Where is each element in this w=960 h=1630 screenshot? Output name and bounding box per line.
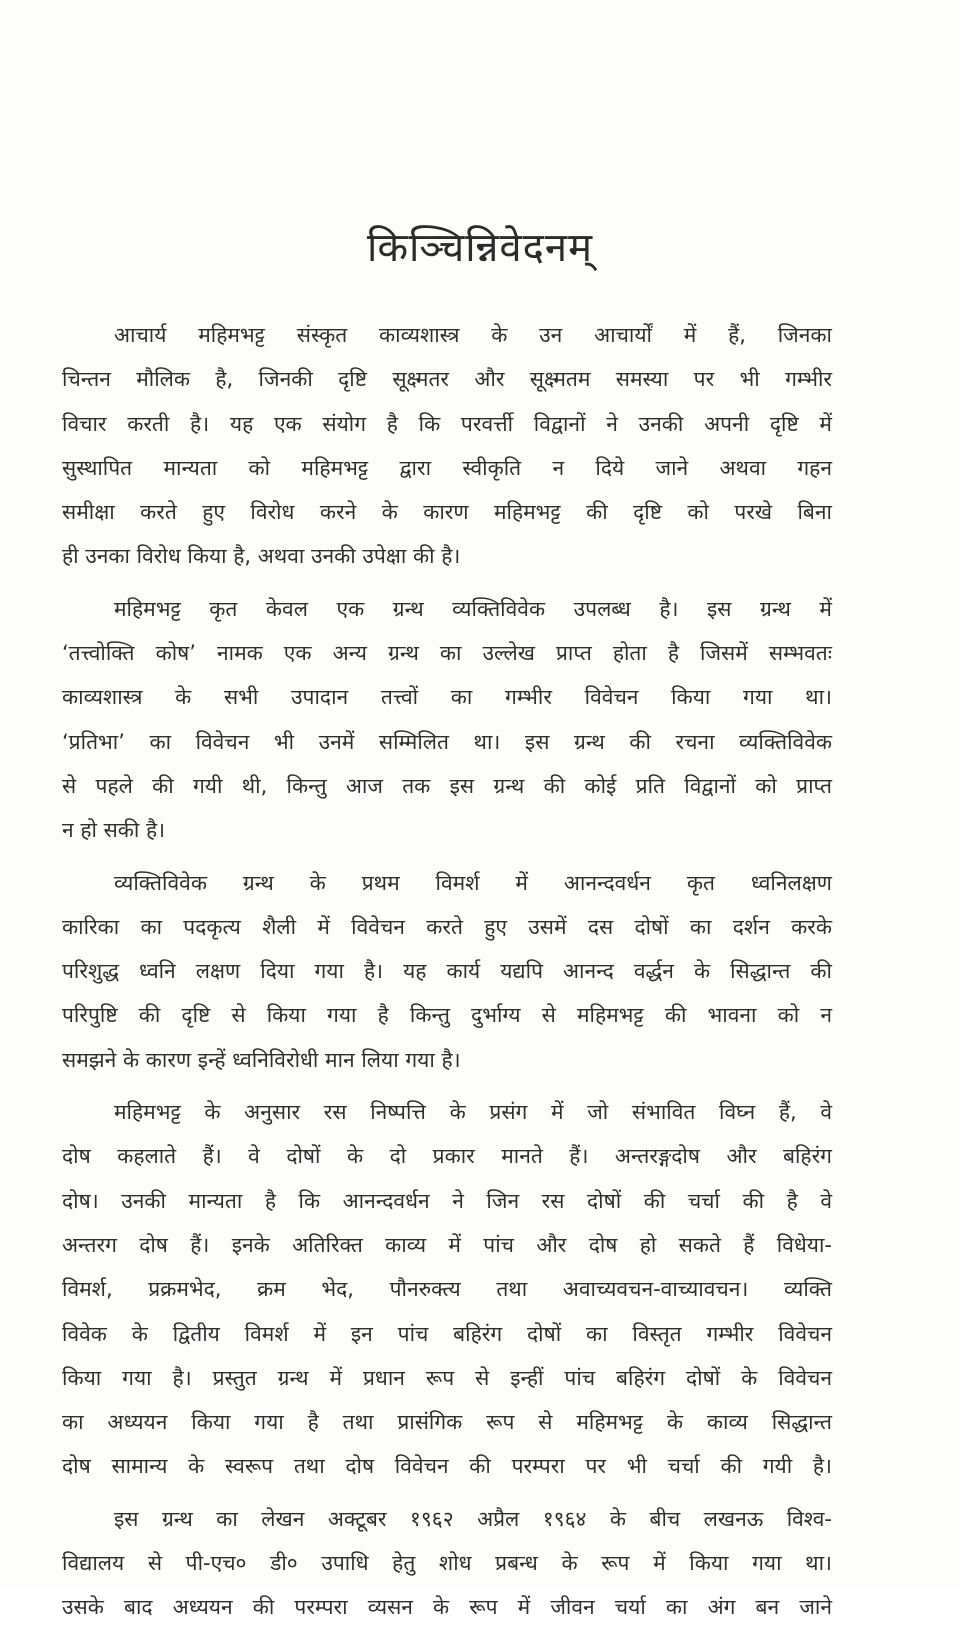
- text-line: परिशुद्ध ध्वनि लक्षण दिया गया है। यह कार्य यद्यपि आनन्द वर्द्धन के सिद्धान्त की: [62, 959, 832, 984]
- text-line: ही उनका विरोध किया है, अथवा उनकी उपेक्षा की है।: [62, 544, 461, 569]
- text-line: का अध्ययन किया गया है तथा प्रासंगिक रूप से महिमभट्ट के काव्य सिद्धान्त: [62, 1410, 832, 1435]
- text-line: महिमभट्ट के अनुसार रस निष्पत्ति के प्रसंग में जो संभावित विघ्न हैं, वे: [114, 1100, 832, 1125]
- text-line: ‘प्रतिभा’ का विवेचन भी उनमें सम्मिलित था। इस ग्रन्थ की रचना व्यक्तिविवेक: [62, 729, 832, 754]
- text-line: विचार करती है। यह एक संयोग है कि परवर्त्ती विद्वानों ने उनकी अपनी दृष्टि में: [62, 411, 832, 436]
- text-line: दोष सामान्य के स्वरूप तथा दोष विवेचन की परम्परा पर भी चर्चा की गयी है।: [62, 1454, 832, 1479]
- paragraph-3: [62, 861, 832, 1082]
- body-text: [62, 313, 832, 1630]
- text-line: विवेक के द्वितीय विमर्श में इन पांच बहिरंग दोषों का विस्तृत गम्भीर विवेचन: [62, 1321, 832, 1346]
- text-line: दोष कहलाते हैं। वे दोषों के दो प्रकार मानते हैं। अन्तरङ्गदोष और बहिरंग: [62, 1144, 832, 1169]
- text-line: कारिका का पदकृत्य शैली में विवेचन करते हुए उसमें दस दोषों का दर्शन करके: [62, 914, 832, 939]
- text-line: परिपुष्टि की दृष्टि से किया गया है किन्तु दुर्भाग्य से महिमभट्ट की भावना को न: [62, 1003, 832, 1028]
- paragraph-5: [62, 1497, 832, 1630]
- paragraph-1: [62, 313, 832, 579]
- text-line: समझने के कारण इन्हें ध्वनिविरोधी मान लिया गया है।: [62, 1047, 461, 1072]
- text-line: काव्यशास्त्र के सभी उपादान तत्त्वों का गम्भीर विवेचन किया गया था।: [62, 685, 832, 710]
- text-line: इस ग्रन्थ का लेखन अक्टूबर १९६२ अप्रैल १९६४ के बीच लखनऊ विश्व-: [114, 1506, 832, 1531]
- text-line: दोष। उनकी मान्यता है कि आनन्दवर्धन ने जिन रस दोषों की चर्चा की है वे: [62, 1188, 832, 1213]
- text-line: न हो सकी है।: [62, 818, 166, 843]
- text-line: चिन्तन मौलिक है, जिनकी दृष्टि सूक्ष्मतर और सूक्ष्मतम समस्या पर भी गम्भीर: [62, 367, 832, 392]
- text-line: उसके बाद अध्ययन की परम्परा व्यसन के रूप में जीवन चर्या का अंग बन जाने: [62, 1595, 832, 1620]
- text-line: अन्तरग दोष हैं। इनके अतिरिक्त काव्य में पांच और दोष हो सकते हैं विधेया-: [62, 1232, 832, 1257]
- text-line: व्यक्तिविवेक ग्रन्थ के प्रथम विमर्श में आनन्दवर्धन कृत ध्वनिलक्षण: [114, 870, 832, 895]
- paragraph-4: [62, 1090, 832, 1489]
- text-line: आचार्य महिमभट्ट संस्कृत काव्यशास्त्र के उन आचार्यों में हैं, जिनका: [114, 323, 832, 347]
- text-line: किया गया है। प्रस्तुत ग्रन्थ में प्रधान रूप से इन्हीं पांच बहिरंग दोषों के विवेचन: [62, 1365, 832, 1390]
- text-line: महिमभट्ट कृत केवल एक ग्रन्थ व्यक्तिविवेक उपलब्ध है। इस ग्रन्थ में: [114, 596, 832, 621]
- paragraph-2: [62, 587, 832, 853]
- text-line: ‘तत्त्वोक्ति कोष’ नामक एक अन्य ग्रन्थ का उल्लेख प्राप्त होता है जिसमें सम्भवतः: [62, 641, 832, 666]
- page-title: किञ्चिन्निवेदनम्: [366, 225, 594, 271]
- text-line: सुस्थापित मान्यता को महिमभट्ट द्वारा स्वीकृति न दिये जाने अथवा गहन: [62, 455, 832, 480]
- text-line: समीक्षा करते हुए विरोध करने के कारण महिमभट्ट की दृष्टि को परखे बिना: [62, 500, 832, 525]
- text-line: विद्यालय से पी-एच० डी० उपाधि हेतु शोध प्रबन्ध के रूप में किया गया था।: [62, 1551, 832, 1576]
- text-line: विमर्श, प्रक्रमभेद, क्रम भेद, पौनरुक्त्य तथा अवाच्यवचन-वाच्यावचन। व्यक्ति: [62, 1277, 832, 1302]
- text-line: से पहले की गयी थी, किन्तु आज तक इस ग्रन्थ की कोई प्रति विद्वानों को प्राप्त: [62, 773, 832, 798]
